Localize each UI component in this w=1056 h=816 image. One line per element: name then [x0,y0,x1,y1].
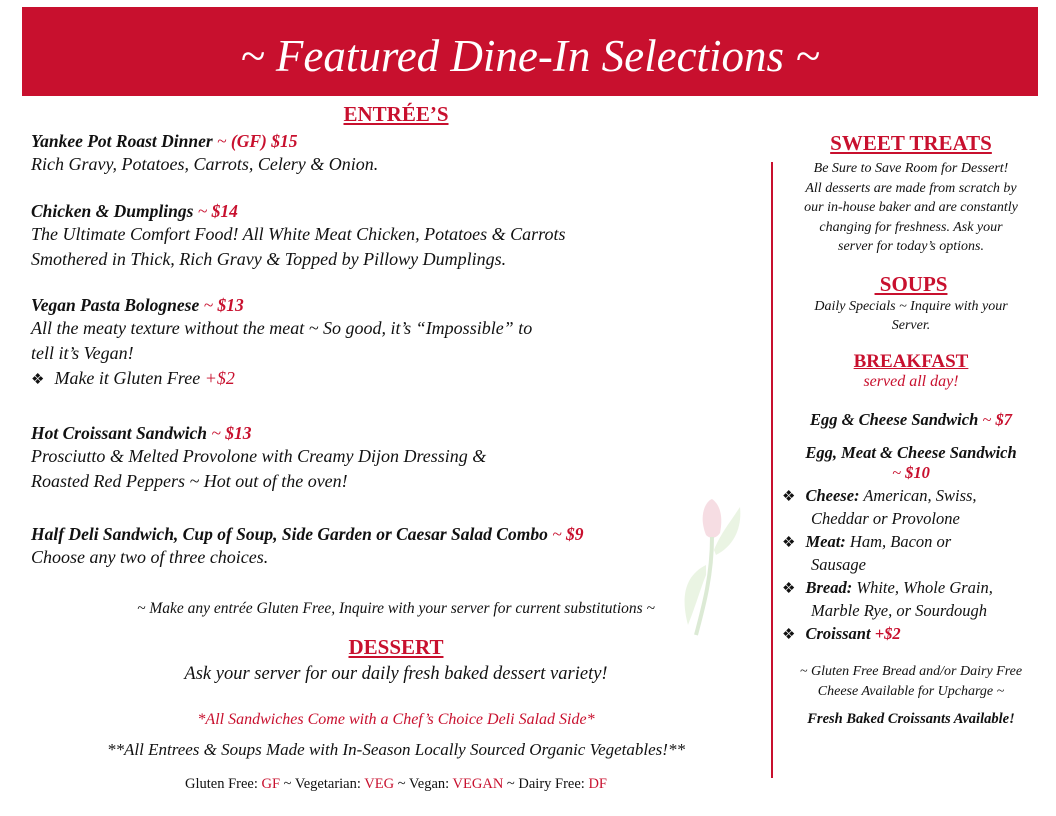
entree-description: The Ultimate Comfort Food! All White Meat Chicken, Potatoes & Carrots [31,224,566,244]
breakfast-options: ❖ Cheese: American, Swiss, Cheddar or Provolone ❖ Meat: Ham, Bacon or Sausage ❖ Bread: White, Whole Grain, Marble Rye, or Sourdough ❖ Croissant +$2 [778,485,1044,647]
entree-price: (GF) $15 [230,131,298,151]
soups-heading: SOUPS [874,271,948,296]
sweet-treats-text: Be Sure to Save Room for Dessert! All desserts are made from scratch by our in-house baker and are constantly changing for freshness. Ask your server for today’s options. [804,161,1018,254]
entrees-heading: ENTRÉE’S [343,102,449,126]
breakfast-item: Egg, Meat & Cheese Sandwich ~ $10 [805,442,1017,482]
entree-name: Vegan Pasta Bolognese [31,295,200,315]
dessert-text: Ask your server for our daily fresh baked dessert variety! [184,664,608,684]
legend-df: DF [588,776,607,792]
entree-description: Choose any two of three choices. [31,547,269,567]
breakfast-heading: BREAKFAST [853,350,969,372]
entree-item: Hot Croissant Sandwich ~ $13 Prosciutto & Melted Provolone with Creamy Dijon Dressing & Roasted Red Peppers ~ Hot out of the oven! [31,423,751,494]
entree-item: Chicken & Dumplings ~ $14 The Ultimate Comfort Food! All White Meat Chicken, Potatoes & Carrots Smothered in Thick, Rich Gravy & Topped by Pillowy Dumplings. [31,201,751,272]
entree-price: $9 [566,524,584,544]
breakfast-gf-note: ~ Gluten Free Bread and/or Dairy Free Cheese Available for Upcharge ~ [799,664,1023,699]
legend-gf: GF [261,776,281,792]
entree-description: Smothered in Thick, Rich Gravy & Topped by Pillowy Dumplings. [31,249,507,269]
entree-description: Roasted Red Peppers ~ Hot out of the oven! [31,471,348,491]
entree-price: $13 [217,295,244,315]
entree-description: tell it’s Vegan! [31,343,134,363]
diet-legend: Gluten Free: GF ~ Vegetarian: VEG ~ Vegan: VEGAN ~ Dairy Free: DF [184,776,607,792]
entree-item: Vegan Pasta Bolognese ~ $13 All the meaty texture without the meat ~ So good, it’s “Impossible” to tell it’s Vegan! ❖ Make it Gluten Free +$2 [31,295,751,393]
entree-description: All the meaty texture without the meat ~ So good, it’s “Impossible” to [31,318,533,338]
entree-item: Yankee Pot Roast Dinner ~ (GF) $15 Rich Gravy, Potatoes, Carrots, Celery & Onion. [31,131,751,177]
organic-note: **All Entrees & Soups Made with In-Season Locally Sourced Organic Vegetables!** [107,740,685,759]
legend-veg: VEG [364,776,395,792]
sweet-treats-heading: SWEET TREATS [830,131,992,155]
sidebar [778,131,1044,728]
entree-item: Half Deli Sandwich, Cup of Soup, Side Garden or Caesar Salad Combo ~ $9 Choose any two of three choices. [31,524,771,570]
option-meat: ❖ Meat: Ham, Bacon or [782,531,952,551]
entree-price: $13 [225,423,252,443]
diamond-bullet-icon: ❖ [782,534,796,551]
entree-name: Chicken & Dumplings [31,201,194,221]
breakfast-item: Egg & Cheese Sandwich ~ $7 [810,409,1012,429]
entree-price: $14 [211,201,238,221]
breakfast-subheading: served all day! [863,372,959,390]
column-divider [771,162,773,778]
entree-name: Half Deli Sandwich, Cup of Soup, Side Garden or Caesar Salad Combo [31,524,548,544]
dessert-heading: DESSERT [348,635,444,659]
entree-description: Rich Gravy, Potatoes, Carrots, Celery & Onion. [31,154,379,174]
banner-title: ~ Featured Dine-In Selections ~ [240,30,820,81]
gluten-free-note: ~ Make any entrée Gluten Free, Inquire with your server for current substitutions ~ [137,600,655,617]
menu-banner [22,7,1038,96]
entree-name: Hot Croissant Sandwich [31,423,208,443]
option-cheese: ❖ Cheese: American, Swiss, [782,485,977,505]
soups-text: Daily Specials ~ Inquire with your Server. [814,298,1008,333]
sandwich-note: *All Sandwiches Come with a Chef’s Choice Deli Salad Side* [197,711,595,728]
diamond-bullet-icon: ❖ [782,626,796,643]
entree-description: Prosciutto & Melted Provolone with Creamy Dijon Dressing & [31,446,487,466]
diamond-bullet-icon: ❖ [782,488,796,505]
entree-name: Yankee Pot Roast Dinner [31,131,213,151]
diamond-bullet-icon: ❖ [782,580,796,597]
diamond-bullet-icon: ❖ [31,372,45,388]
entree-option: ❖ Make it Gluten Free +$2 [31,368,235,388]
croissants-note: Fresh Baked Croissants Available! [807,711,1015,727]
option-croissant: ❖ Croissant +$2 [782,623,901,643]
option-bread: ❖ Bread: White, Whole Grain, [782,577,993,597]
legend-vegan: VEGAN [452,776,504,792]
